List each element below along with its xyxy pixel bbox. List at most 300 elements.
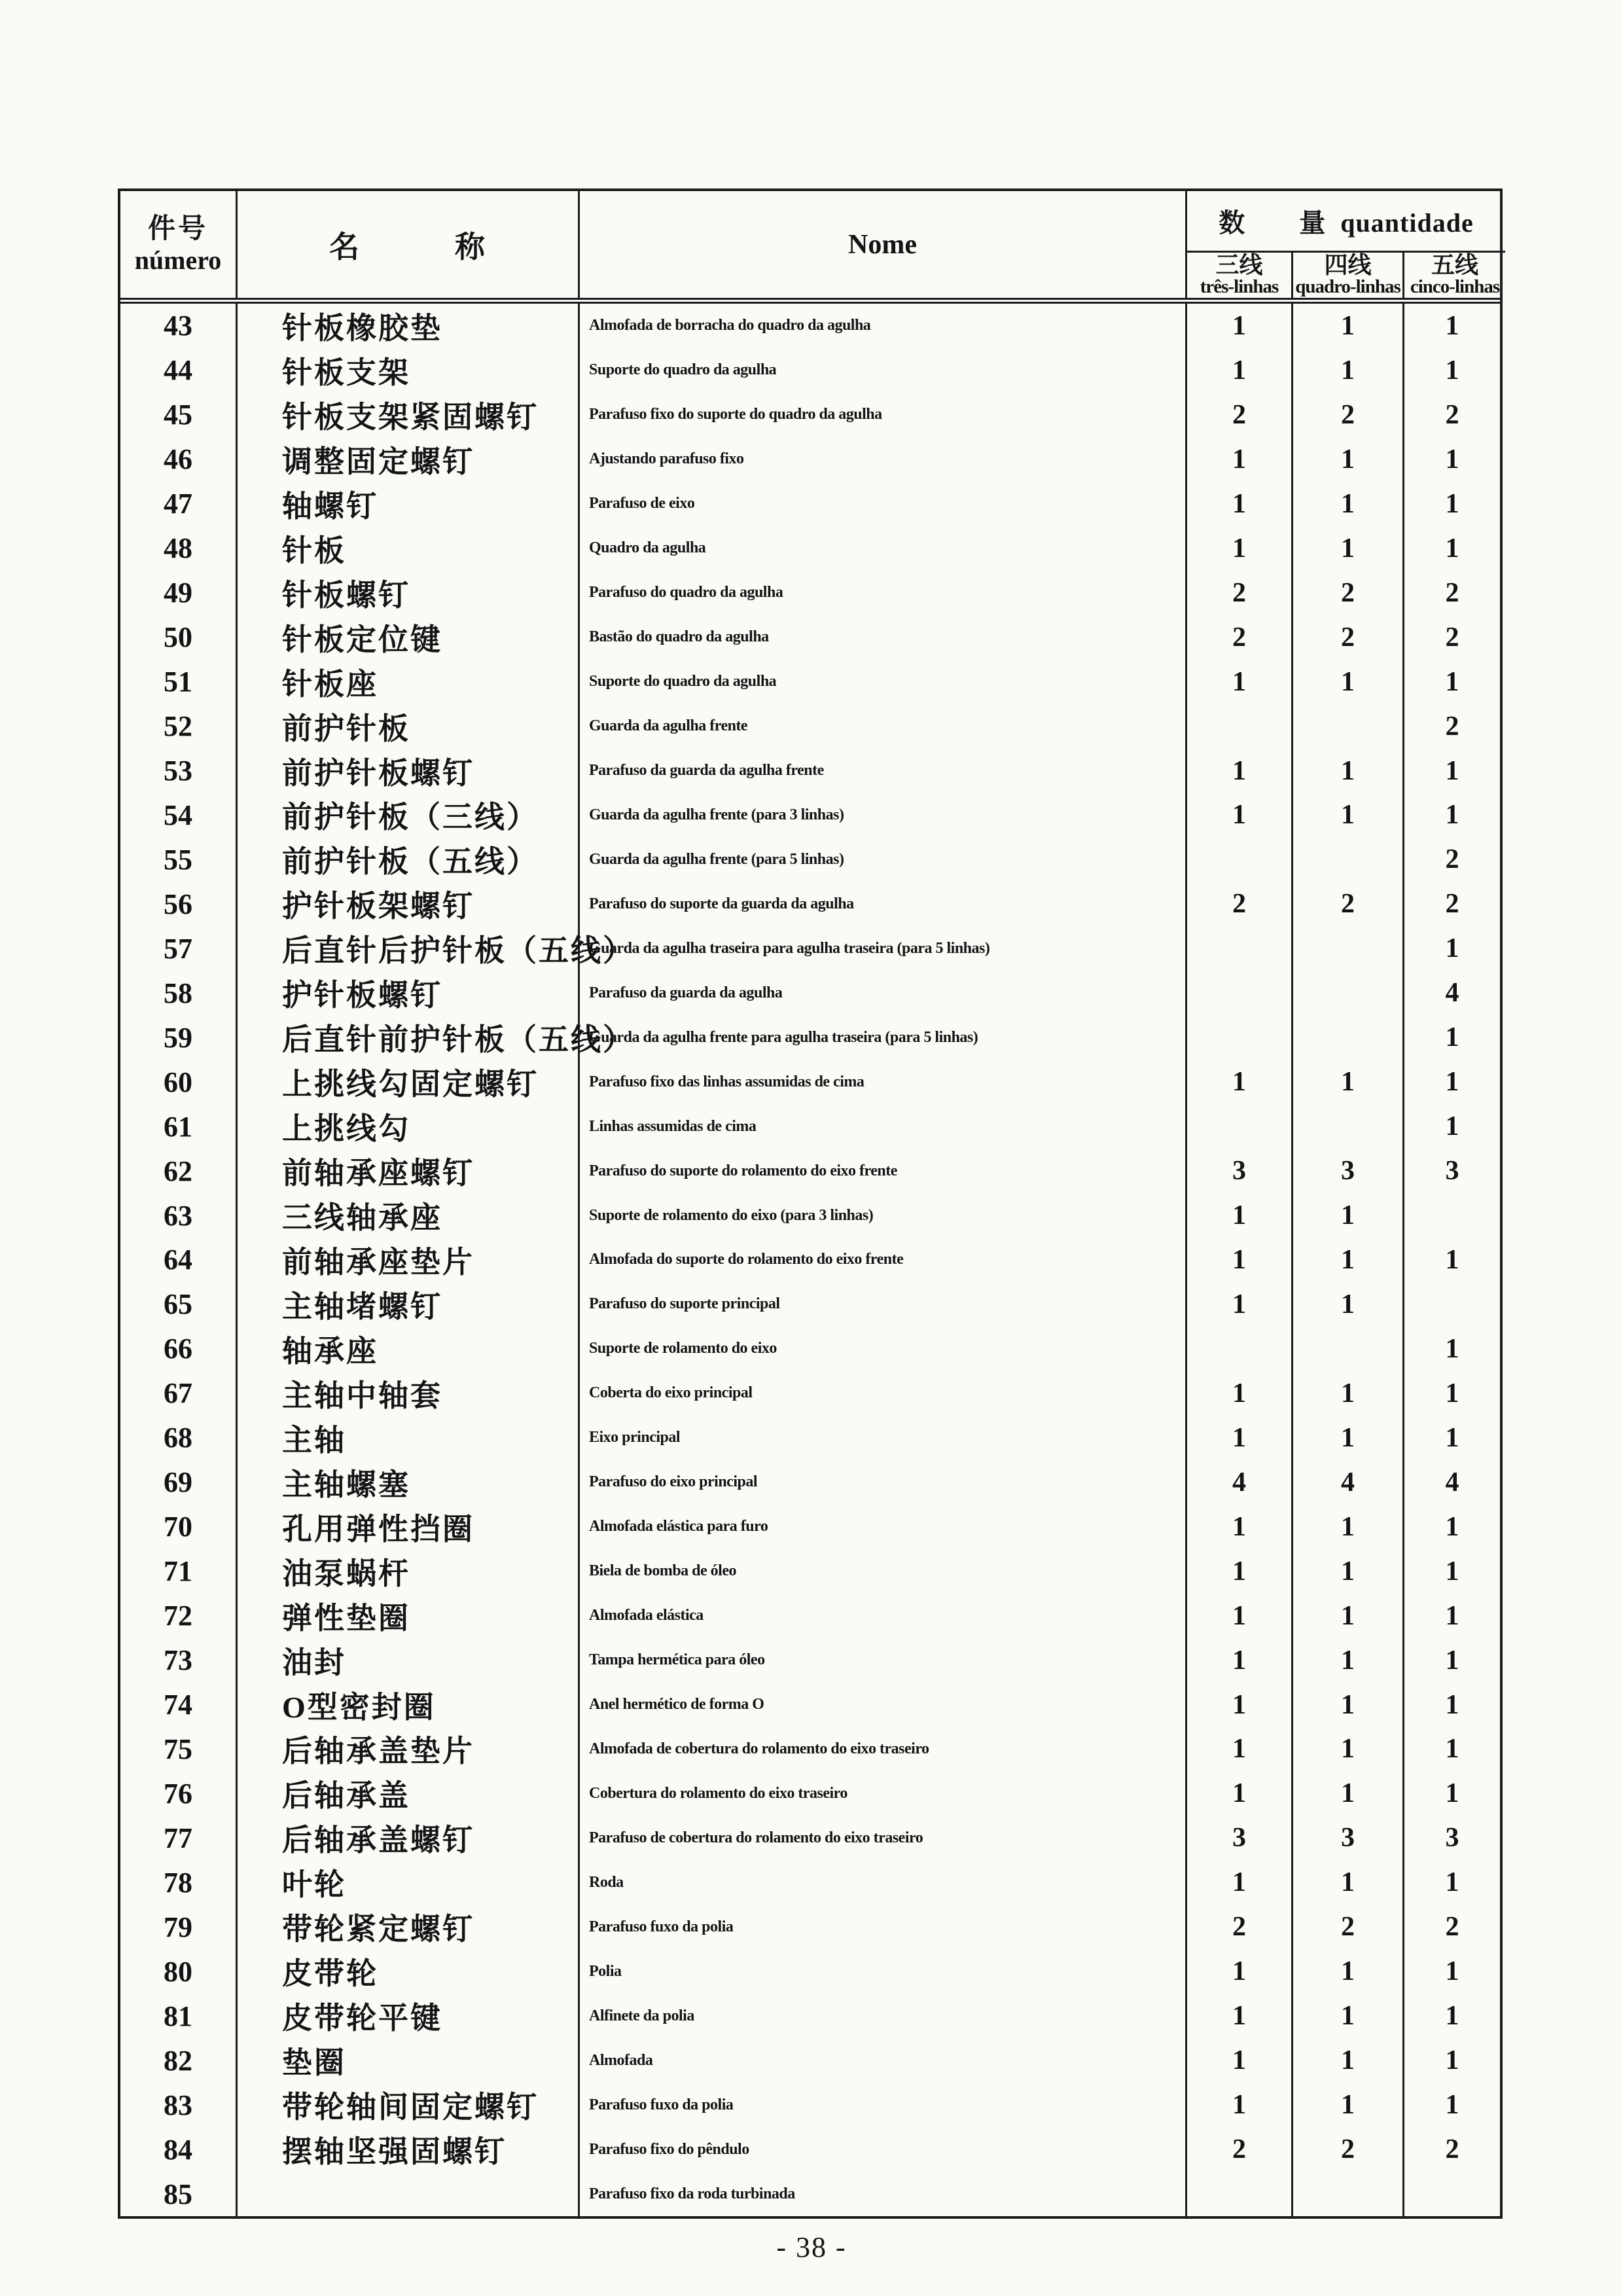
qty-four-lines-cell — [1293, 837, 1404, 882]
table-row — [120, 1594, 1500, 1638]
part-name-pt-cell: Eixo principal — [580, 1416, 1187, 1460]
qty-three-lines-cell — [1187, 1327, 1293, 1371]
qty-four-lines-cell: 1 — [1293, 1282, 1404, 1327]
part-number-cell: 67 — [120, 1371, 238, 1416]
part-number-cell: 44 — [120, 348, 238, 393]
table-row — [120, 1771, 1500, 1816]
qty-five-lines-cell: 1 — [1445, 444, 1459, 475]
part-name-cn-cell: 护针板螺钉 — [238, 971, 580, 1015]
qty-five-lines-cell: 2 — [1445, 2134, 1459, 2165]
part-number-cell: 68 — [120, 1416, 238, 1460]
qty-five-lines-cell: 1 — [1445, 533, 1459, 564]
part-name-pt-cell: Parafuso do quadro da agulha — [580, 571, 1187, 615]
qty-three-lines-cell: 2 — [1187, 2127, 1293, 2172]
qty-three-lines-cell — [1187, 1104, 1293, 1149]
part-number-cell: 51 — [120, 660, 238, 704]
part-name-cn-cell: 前轴承座垫片 — [238, 1238, 580, 1282]
part-name-pt-cell: Almofada do suporte do rolamento do eixo frente — [580, 1238, 1187, 1282]
part-name-pt-cell: Parafuso do eixo principal — [580, 1460, 1187, 1505]
part-name-cn-cell: 后轴承盖垫片 — [238, 1727, 580, 1772]
part-name-cn-cell: 针板座 — [238, 660, 580, 704]
qty-three-lines-cell: 1 — [1187, 1594, 1293, 1638]
qty-three-lines-cell: 1 — [1187, 304, 1293, 348]
qty-three-lines-cell: 1 — [1187, 793, 1293, 837]
header-nome — [580, 191, 1187, 298]
part-name-cn-cell: 上挑线勾固定螺钉 — [238, 1060, 580, 1104]
qty-four-lines-cell: 1 — [1293, 437, 1404, 482]
part-number-cell: 48 — [120, 526, 238, 571]
qty-three-lines-cell: 1 — [1187, 1549, 1293, 1594]
table-row — [120, 971, 1500, 1015]
part-name-pt-cell: Parafuso fixo da roda turbinada — [580, 2172, 1187, 2216]
part-number-cell: 45 — [120, 393, 238, 437]
part-number-cell: 70 — [120, 1505, 238, 1549]
table-row — [120, 2038, 1500, 2083]
qty-three-lines-cell: 2 — [1187, 393, 1293, 437]
part-number-cell: 58 — [120, 971, 238, 1015]
part-name-pt-cell: Coberta do eixo principal — [580, 1371, 1187, 1416]
page-number: - 38 - — [776, 2231, 847, 2263]
qty-three-lines-cell: 1 — [1187, 437, 1293, 482]
part-number-cell: 60 — [120, 1060, 238, 1104]
qty-three-lines-cell: 1 — [1187, 660, 1293, 704]
part-number-cell: 55 — [120, 837, 238, 882]
part-name-pt-cell: Parafuso de cobertura do rolamento do eixo traseiro — [580, 1816, 1187, 1860]
part-name-cn-cell: 轴承座 — [238, 1327, 580, 1371]
part-number-cell: 61 — [120, 1104, 238, 1149]
part-number-cell: 73 — [120, 1638, 238, 1683]
table-row — [120, 1104, 1500, 1149]
qty-three-lines-cell: 1 — [1187, 482, 1293, 526]
qty-five-lines-cell: 1 — [1445, 1645, 1459, 1676]
part-number-cell: 69 — [120, 1460, 238, 1505]
part-name-pt-cell: Almofada de borracha do quadro da agulha — [580, 304, 1187, 348]
part-name-cn-cell: 针板支架紧固螺钉 — [238, 393, 580, 437]
header-five-lines-pt: cinco-linhas — [1410, 276, 1500, 298]
qty-three-lines-cell: 2 — [1187, 1905, 1293, 1949]
part-name-cn-cell: 摆轴坚强固螺钉 — [238, 2127, 580, 2172]
table-row — [120, 304, 1500, 348]
qty-four-lines-cell: 3 — [1293, 1149, 1404, 1193]
qty-five-lines-cell: 1 — [1445, 1244, 1459, 1275]
part-name-pt-cell: Parafuso da guarda da agulha frente — [580, 749, 1187, 793]
table-row — [120, 526, 1500, 571]
qty-three-lines-cell: 1 — [1187, 749, 1293, 793]
part-number-cell: 53 — [120, 749, 238, 793]
part-name-pt-cell: Cobertura do rolamento do eixo traseiro — [580, 1771, 1187, 1816]
part-number-cell: 83 — [120, 2083, 238, 2127]
part-name-pt-cell: Linhas assumidas de cima — [580, 1104, 1187, 1149]
qty-five-lines-cell: 1 — [1445, 1778, 1459, 1809]
table-row — [120, 1549, 1500, 1594]
qty-five-lines-cell: 2 — [1445, 577, 1459, 608]
table-row — [120, 615, 1500, 660]
table-row — [120, 749, 1500, 793]
header-quantity-group — [1187, 191, 1505, 298]
table-row — [120, 437, 1500, 482]
part-name-pt-cell: Guarda da agulha frente para agulha traseira (para 5 linhas) — [580, 1015, 1187, 1060]
qty-five-lines-cell: 1 — [1445, 1956, 1459, 1987]
qty-three-lines-cell: 1 — [1187, 1193, 1293, 1238]
part-name-pt-cell: Parafuso de eixo — [580, 482, 1187, 526]
qty-five-lines-cell: 1 — [1445, 1511, 1459, 1542]
part-number-cell: 56 — [120, 882, 238, 926]
header-name-cn-label: 名 称 — [329, 230, 486, 264]
part-name-pt-cell: Bastão do quadro da agulha — [580, 615, 1187, 660]
qty-four-lines-cell: 2 — [1293, 1905, 1404, 1949]
qty-five-lines-cell: 3 — [1445, 1156, 1459, 1187]
qty-four-lines-cell — [1293, 926, 1404, 971]
qty-four-lines-cell: 1 — [1293, 1638, 1404, 1683]
table-row — [120, 2172, 1500, 2216]
part-name-cn-cell: 前护针板螺钉 — [238, 749, 580, 793]
qty-five-lines-cell: 2 — [1445, 399, 1459, 430]
qty-four-lines-cell: 1 — [1293, 1505, 1404, 1549]
header-name-cn — [238, 191, 580, 298]
header-nome-label: Nome — [848, 229, 917, 260]
qty-four-lines-cell: 1 — [1293, 1594, 1404, 1638]
part-name-pt-cell: Quadro da agulha — [580, 526, 1187, 571]
qty-three-lines-cell: 1 — [1187, 1416, 1293, 1460]
part-name-cn-cell: 后直针前护针板（五线） — [238, 1015, 580, 1060]
qty-four-lines-cell — [1293, 1015, 1404, 1060]
part-name-cn-cell: 主轴螺塞 — [238, 1460, 580, 1505]
part-number-cell: 62 — [120, 1149, 238, 1193]
part-name-cn-cell: 主轴中轴套 — [238, 1371, 580, 1416]
qty-three-lines-cell: 1 — [1187, 1949, 1293, 1994]
table-row — [120, 1193, 1500, 1238]
part-name-pt-cell: Suporte de rolamento do eixo — [580, 1327, 1187, 1371]
qty-three-lines-cell: 3 — [1187, 1816, 1293, 1860]
qty-three-lines-cell: 1 — [1187, 1505, 1293, 1549]
table-row — [120, 1238, 1500, 1282]
part-name-cn-cell: 油泵蜗杆 — [238, 1549, 580, 1594]
qty-five-lines-cell: 1 — [1445, 1734, 1459, 1765]
part-name-cn-cell: 针板螺钉 — [238, 571, 580, 615]
qty-five-lines-cell: 2 — [1445, 711, 1459, 742]
part-name-cn-cell: 三线轴承座 — [238, 1193, 580, 1238]
qty-five-lines-cell: 1 — [1445, 355, 1459, 386]
qty-five-lines-cell: 1 — [1445, 2090, 1459, 2121]
part-number-cell: 64 — [120, 1238, 238, 1282]
qty-four-lines-cell: 1 — [1293, 526, 1404, 571]
part-name-cn-cell — [238, 2172, 580, 2216]
qty-three-lines-cell: 1 — [1187, 1727, 1293, 1772]
part-name-cn-cell: 皮带轮 — [238, 1949, 580, 1994]
part-number-cell: 81 — [120, 1994, 238, 2038]
part-name-pt-cell: Anel hermético de forma O — [580, 1683, 1187, 1727]
header-part-number-pt: número — [134, 245, 222, 275]
table-row — [120, 1505, 1500, 1549]
qty-four-lines-cell — [1293, 704, 1404, 749]
table-row — [120, 1060, 1500, 1104]
qty-five-lines-cell: 1 — [1445, 2001, 1459, 2032]
part-name-cn-cell: 前护针板（三线） — [238, 793, 580, 837]
part-name-pt-cell: Suporte do quadro da agulha — [580, 660, 1187, 704]
qty-five-lines-cell — [1404, 2172, 1500, 2216]
table-row — [120, 1460, 1500, 1505]
table-row — [120, 393, 1500, 437]
qty-five-lines-cell: 1 — [1445, 1333, 1459, 1364]
part-name-cn-cell: 后直针后护针板（五线） — [238, 926, 580, 971]
part-name-cn-cell: 带轮紧定螺钉 — [238, 1905, 580, 1949]
qty-five-lines-cell: 1 — [1445, 1378, 1459, 1408]
qty-five-lines-cell: 1 — [1445, 1867, 1459, 1898]
header-four-lines-pt: quadro-linhas — [1295, 276, 1400, 298]
part-number-cell: 63 — [120, 1193, 238, 1238]
qty-five-lines-cell: 1 — [1445, 1600, 1459, 1631]
qty-four-lines-cell: 1 — [1293, 348, 1404, 393]
table-row — [120, 837, 1500, 882]
qty-three-lines-cell — [1187, 1015, 1293, 1060]
part-name-cn-cell: 护针板架螺钉 — [238, 882, 580, 926]
table-row — [120, 660, 1500, 704]
part-name-cn-cell: 主轴 — [238, 1416, 580, 1460]
table-row — [120, 793, 1500, 837]
qty-three-lines-cell: 1 — [1187, 2038, 1293, 2083]
qty-three-lines-cell — [1187, 926, 1293, 971]
part-name-pt-cell: Parafuso fuxo da polia — [580, 2083, 1187, 2127]
qty-three-lines-cell: 2 — [1187, 615, 1293, 660]
table-row — [120, 1905, 1500, 1949]
header-quantity-subcolumns — [1187, 253, 1505, 298]
part-name-pt-cell: Almofada — [580, 2038, 1187, 2083]
part-number-cell: 57 — [120, 926, 238, 971]
part-name-cn-cell: 针板支架 — [238, 348, 580, 393]
part-number-cell: 49 — [120, 571, 238, 615]
part-name-pt-cell: Suporte do quadro da agulha — [580, 348, 1187, 393]
part-name-cn-cell: 皮带轮平键 — [238, 1994, 580, 2038]
part-name-cn-cell: 前轴承座螺钉 — [238, 1149, 580, 1193]
qty-four-lines-cell: 2 — [1293, 571, 1404, 615]
table-row — [120, 1683, 1500, 1727]
qty-four-lines-cell: 1 — [1293, 1683, 1404, 1727]
qty-five-lines-cell: 1 — [1445, 1556, 1459, 1587]
qty-four-lines-cell: 1 — [1293, 1727, 1404, 1772]
qty-four-lines-cell: 1 — [1293, 1949, 1404, 1994]
part-name-cn-cell: 针板定位键 — [238, 615, 580, 660]
table-row — [120, 704, 1500, 749]
part-number-cell: 46 — [120, 437, 238, 482]
qty-four-lines-cell — [1293, 971, 1404, 1015]
part-name-pt-cell: Almofada de cobertura do rolamento do eixo traseiro — [580, 1727, 1187, 1772]
table-row — [120, 1816, 1500, 1860]
qty-five-lines-cell: 1 — [1445, 755, 1459, 786]
part-name-cn-cell: 轴螺钉 — [238, 482, 580, 526]
part-number-cell: 66 — [120, 1327, 238, 1371]
table-row — [120, 1860, 1500, 1905]
part-name-pt-cell: Guarda da agulha frente (para 3 linhas) — [580, 793, 1187, 837]
qty-four-lines-cell: 4 — [1293, 1460, 1404, 1505]
qty-four-lines-cell: 1 — [1293, 482, 1404, 526]
qty-four-lines-cell: 1 — [1293, 2038, 1404, 2083]
qty-three-lines-cell: 1 — [1187, 1771, 1293, 1816]
qty-three-lines-cell: 1 — [1187, 1860, 1293, 1905]
qty-three-lines-cell — [1187, 971, 1293, 1015]
qty-four-lines-cell — [1293, 1327, 1404, 1371]
part-name-pt-cell: Parafuso do suporte do rolamento do eixo frente — [580, 1149, 1187, 1193]
qty-three-lines-cell: 4 — [1187, 1460, 1293, 1505]
parts-table — [118, 188, 1503, 2219]
part-number-cell: 65 — [120, 1282, 238, 1327]
header-five-lines-cn: 五线 — [1431, 252, 1478, 279]
qty-five-lines-cell: 1 — [1445, 933, 1459, 964]
part-number-cell: 75 — [120, 1727, 238, 1772]
table-row — [120, 1282, 1500, 1327]
part-name-pt-cell: Parafuso fixo do suporte do quadro da agulha — [580, 393, 1187, 437]
part-number-cell: 79 — [120, 1905, 238, 1949]
table-row — [120, 2127, 1500, 2172]
qty-five-lines-cell — [1404, 1282, 1500, 1327]
header-part-number-cn: 件号 — [147, 214, 208, 245]
qty-three-lines-cell: 1 — [1187, 348, 1293, 393]
qty-five-lines-cell: 2 — [1445, 889, 1459, 920]
part-name-cn-cell: 带轮轴间固定螺钉 — [238, 2083, 580, 2127]
table-row — [120, 1371, 1500, 1416]
qty-five-lines-cell: 2 — [1445, 844, 1459, 875]
table-body — [120, 304, 1500, 2216]
qty-four-lines-cell — [1293, 2172, 1404, 2216]
qty-four-lines-cell: 1 — [1293, 2083, 1404, 2127]
qty-four-lines-cell: 1 — [1293, 793, 1404, 837]
qty-four-lines-cell: 1 — [1293, 1416, 1404, 1460]
qty-four-lines-cell: 2 — [1293, 393, 1404, 437]
part-name-pt-cell: Guarda da agulha frente (para 5 linhas) — [580, 837, 1187, 882]
header-five-lines — [1404, 253, 1505, 298]
qty-five-lines-cell: 1 — [1445, 666, 1459, 697]
qty-five-lines-cell: 1 — [1445, 1422, 1459, 1453]
qty-three-lines-cell: 1 — [1187, 1060, 1293, 1104]
table-row — [120, 926, 1500, 971]
qty-four-lines-cell: 1 — [1293, 1193, 1404, 1238]
part-number-cell: 74 — [120, 1683, 238, 1727]
qty-five-lines-cell: 4 — [1445, 1467, 1459, 1498]
part-name-cn-cell: 调整固定螺钉 — [238, 437, 580, 482]
part-number-cell: 77 — [120, 1816, 238, 1860]
part-name-pt-cell: Almofada elástica — [580, 1594, 1187, 1638]
part-name-pt-cell: Parafuso do suporte da guarda da agulha — [580, 882, 1187, 926]
qty-five-lines-cell: 2 — [1445, 622, 1459, 653]
table-row — [120, 1416, 1500, 1460]
qty-three-lines-cell: 2 — [1187, 882, 1293, 926]
qty-three-lines-cell: 1 — [1187, 1371, 1293, 1416]
qty-four-lines-cell: 2 — [1293, 882, 1404, 926]
table-row — [120, 482, 1500, 526]
qty-three-lines-cell: 1 — [1187, 1994, 1293, 2038]
part-name-pt-cell: Roda — [580, 1860, 1187, 1905]
qty-five-lines-cell: 2 — [1445, 1912, 1459, 1943]
qty-five-lines-cell: 1 — [1445, 1111, 1459, 1142]
table-row — [120, 1015, 1500, 1060]
part-name-pt-cell: Guarda da agulha traseira para agulha traseira (para 5 linhas) — [580, 926, 1187, 971]
part-name-pt-cell: Polia — [580, 1949, 1187, 1994]
qty-five-lines-cell: 1 — [1445, 1022, 1459, 1053]
qty-four-lines-cell: 2 — [1293, 2127, 1404, 2172]
qty-four-lines-cell: 2 — [1293, 615, 1404, 660]
part-name-cn-cell: 弹性垫圈 — [238, 1594, 580, 1638]
part-name-cn-cell: 针板 — [238, 526, 580, 571]
part-number-cell: 85 — [120, 2172, 238, 2216]
part-name-pt-cell: Ajustando parafuso fixo — [580, 437, 1187, 482]
qty-three-lines-cell: 2 — [1187, 571, 1293, 615]
qty-four-lines-cell: 1 — [1293, 1771, 1404, 1816]
part-number-cell: 50 — [120, 615, 238, 660]
part-name-cn-cell: 针板橡胶垫 — [238, 304, 580, 348]
part-name-cn-cell: 后轴承盖螺钉 — [238, 1816, 580, 1860]
part-name-cn-cell: 主轴堵螺钉 — [238, 1282, 580, 1327]
part-name-pt-cell: Guarda da agulha frente — [580, 704, 1187, 749]
table-row — [120, 2083, 1500, 2127]
qty-three-lines-cell: 1 — [1187, 526, 1293, 571]
part-name-cn-cell: 孔用弹性挡圈 — [238, 1505, 580, 1549]
header-three-lines — [1187, 253, 1293, 298]
header-four-lines-cn: 四线 — [1324, 252, 1372, 279]
part-number-cell: 47 — [120, 482, 238, 526]
qty-five-lines-cell: 1 — [1445, 1067, 1459, 1098]
part-name-cn-cell: 前护针板（五线） — [238, 837, 580, 882]
part-number-cell: 80 — [120, 1949, 238, 1994]
qty-five-lines-cell: 1 — [1445, 1689, 1459, 1720]
qty-four-lines-cell: 1 — [1293, 304, 1404, 348]
qty-three-lines-cell: 1 — [1187, 2083, 1293, 2127]
header-quantity-title: 数 量 quantidade — [1187, 191, 1505, 253]
qty-three-lines-cell — [1187, 704, 1293, 749]
part-number-cell: 43 — [120, 304, 238, 348]
qty-four-lines-cell: 1 — [1293, 1238, 1404, 1282]
table-row — [120, 882, 1500, 926]
header-three-lines-cn: 三线 — [1215, 252, 1263, 279]
table-row — [120, 1638, 1500, 1683]
part-number-cell: 72 — [120, 1594, 238, 1638]
qty-four-lines-cell: 1 — [1293, 660, 1404, 704]
table-header — [120, 191, 1500, 304]
qty-four-lines-cell: 1 — [1293, 1060, 1404, 1104]
part-name-pt-cell: Biela de bomba de óleo — [580, 1549, 1187, 1594]
qty-three-lines-cell: 3 — [1187, 1149, 1293, 1193]
table-row — [120, 1994, 1500, 2038]
part-name-pt-cell: Parafuso fuxo da polia — [580, 1905, 1187, 1949]
table-row — [120, 348, 1500, 393]
part-number-cell: 54 — [120, 793, 238, 837]
table-row — [120, 571, 1500, 615]
qty-five-lines-cell: 1 — [1445, 800, 1459, 831]
part-number-cell: 78 — [120, 1860, 238, 1905]
header-three-lines-pt: três-linhas — [1200, 276, 1279, 298]
qty-five-lines-cell — [1404, 1193, 1500, 1238]
part-name-pt-cell: Suporte de rolamento do eixo (para 3 linhas) — [580, 1193, 1187, 1238]
part-name-cn-cell: 上挑线勾 — [238, 1104, 580, 1149]
table-row — [120, 1149, 1500, 1193]
qty-five-lines-cell: 3 — [1445, 1823, 1459, 1854]
qty-four-lines-cell: 1 — [1293, 749, 1404, 793]
table-row — [120, 1327, 1500, 1371]
qty-three-lines-cell — [1187, 837, 1293, 882]
part-name-pt-cell: Parafuso da guarda da agulha — [580, 971, 1187, 1015]
table-row — [120, 1727, 1500, 1772]
part-name-cn-cell: 前护针板 — [238, 704, 580, 749]
part-number-cell: 82 — [120, 2038, 238, 2083]
part-name-cn-cell: 后轴承盖 — [238, 1771, 580, 1816]
qty-five-lines-cell: 1 — [1445, 488, 1459, 519]
qty-five-lines-cell: 1 — [1445, 2045, 1459, 2076]
part-number-cell: 76 — [120, 1771, 238, 1816]
part-name-pt-cell: Tampa hermética para óleo — [580, 1638, 1187, 1683]
part-name-pt-cell: Parafuso fixo do pêndulo — [580, 2127, 1187, 2172]
table-row — [120, 1949, 1500, 1994]
part-name-pt-cell: Alfinete da polia — [580, 1994, 1187, 2038]
part-name-pt-cell: Parafuso fixo das linhas assumidas de cima — [580, 1060, 1187, 1104]
part-name-cn-cell: 垫圈 — [238, 2038, 580, 2083]
